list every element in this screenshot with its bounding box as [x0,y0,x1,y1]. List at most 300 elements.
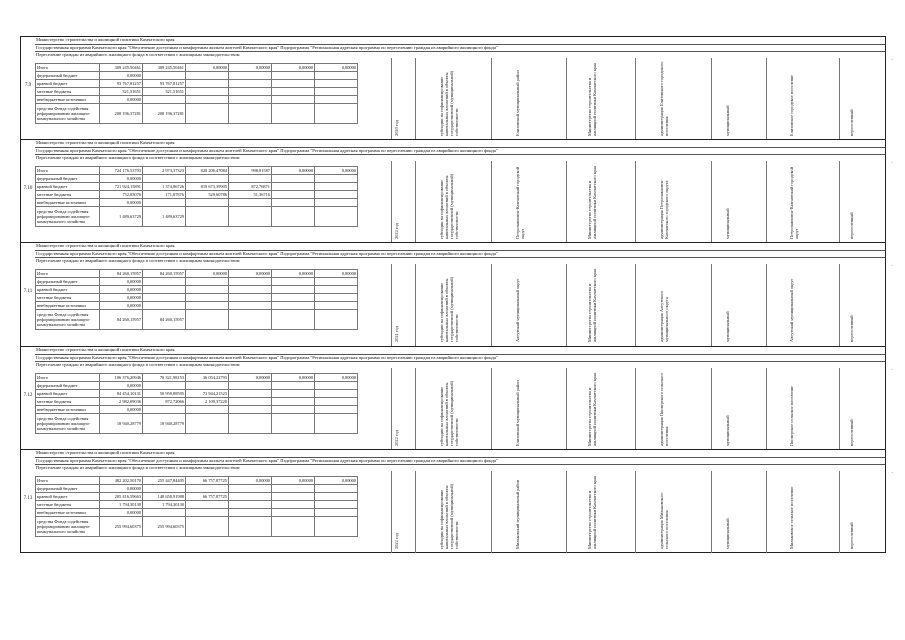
table-row [36,476,358,484]
column-text: Елизовский муниципальный район [514,379,520,446]
amount-cell: 66 757,87725 [186,492,229,500]
program-section [20,449,893,553]
amount-cell [315,183,358,191]
section-subtitle: Переселение граждан из аварийного жилищного фонда в соответствии с жилищным законодательством [35,361,885,368]
year-label: 2020 год [394,120,399,136]
amount-cell: 1 794,30130 [143,500,186,508]
amount-cell: 84 260,15957 [143,270,186,278]
column-divider [391,264,392,346]
amount-cell [229,96,272,104]
column-divider [391,471,392,553]
column-text: Министерство строительства и жилищной политики Камчатского края [586,62,597,136]
table-row [36,381,358,389]
amount-cell [186,310,229,330]
amount-cell: 0,00000 [272,373,315,381]
table-row [36,104,358,124]
amount-cell [315,72,358,80]
amount-cell: 0,00000 [100,294,143,302]
amount-cell [315,88,358,96]
funding-source-label: краевой бюджет [36,389,100,397]
column-text: субсидии на софинансирование капитальных вложений в объекты государственной (муниципальной) собственности [439,174,459,240]
amount-cell [272,104,315,124]
table-row [36,389,358,397]
table-row [36,286,358,294]
amount-cell [272,96,315,104]
amount-cell: 1 489,63729 [143,207,186,227]
amount-cell [186,302,229,310]
section-subtitle: Переселение граждан из аварийного жилищного фонда в соответствии с жилищным законодательством [35,154,885,161]
table-row [36,413,358,433]
column-divider [491,368,492,450]
row-number: 7.12 [23,392,33,398]
table-row [36,88,358,96]
funding-table [35,63,358,124]
amount-cell [272,397,315,405]
amount-cell [186,207,229,227]
amount-cell: 1 794,30130 [100,500,143,508]
amount-cell [315,175,358,183]
amount-cell: 255 994,60375 [143,516,186,536]
section-ministry: Министерство строительства и жилищной политики Камчатского края [36,243,175,249]
column-divider [415,471,416,553]
amount-cell [229,310,272,330]
amount-cell [186,286,229,294]
funding-source-label: краевой бюджет [36,80,100,88]
column-divider [491,58,492,140]
column-text: администрация Мильковского сельского поселения [659,492,669,549]
amount-cell [186,516,229,536]
column-text: субсидии на софинансирование капитальных вложений в объекты государственной (муниципальной) собственности [439,380,459,446]
amount-cell [229,500,272,508]
column-divider [711,471,712,553]
amount-cell [315,294,358,302]
column-divider [766,264,767,346]
amount-cell [272,191,315,199]
funding-source-label: Итого [36,167,100,175]
funding-source-label: средства Фонда содействия реформированию жилищно-коммунального хозяйства [36,310,100,330]
amount-cell [272,310,315,330]
funding-source-label: местные бюджеты [36,294,100,302]
amount-cell: 208 196,37281 [143,104,186,124]
amount-cell: 309 245,50461 [143,64,186,72]
table-row [36,80,358,88]
amount-cell: 50 959,88595 [143,389,186,397]
column-text: переселенный [849,418,854,446]
column-divider [391,161,392,243]
amount-cell: 148 658,91988 [143,492,186,500]
amount-cell: 255 447,84405 [143,476,186,484]
amount-cell [272,175,315,183]
amount-cell [315,500,358,508]
amount-cell: 0,00000 [186,270,229,278]
amount-cell [272,405,315,413]
amount-cell [229,199,272,207]
table-row [36,302,358,310]
amount-cell [186,278,229,286]
amount-cell [186,413,229,433]
section-ministry: Министерство строительства и жилищной политики Камчатского края [36,449,175,455]
column-text: администрация Петропавловск-Камчатского городского округа [659,179,669,240]
amount-cell: 0,00000 [315,270,358,278]
column-divider [839,161,840,243]
amount-cell: 0,00000 [100,175,143,183]
amount-cell: 106 376,20946 [100,373,143,381]
section-program: Государственная программа Камчатского края "Обеспечение доступным и комфортным жильем жителей Камчатского края" Подпрограмма "Региональная адресная программа по переселению граждан из аварийного жилищного фонда" [35,457,885,464]
column-divider [711,264,712,346]
column-divider [839,471,840,553]
table-row [36,310,358,330]
funding-source-label: внебюджетные источники [36,302,100,310]
amount-cell [315,405,358,413]
amount-cell: 820 206,47084 [186,167,229,175]
amount-cell: 0,00000 [100,508,143,516]
amount-cell: 0,00000 [100,199,143,207]
column-divider [635,58,636,140]
edge-mark: - [891,263,893,269]
amount-cell [315,492,358,500]
funding-source-label: местные бюджеты [36,191,100,199]
amount-cell [272,72,315,80]
column-text: переселенный [849,522,854,549]
program-section [20,139,893,243]
column-divider [711,161,712,243]
amount-cell [186,500,229,508]
funding-source-label: Итого [36,476,100,484]
amount-cell [272,500,315,508]
column-text: администрация Елизовского городского поселения [659,61,669,136]
column-divider [491,471,492,553]
column-divider [391,368,392,450]
section-subtitle: Переселение граждан из аварийного жилищного фонда в соответствии с жилищным законодательством [35,464,885,471]
amount-cell [229,413,272,433]
amount-cell [229,88,272,96]
funding-source-label: краевой бюджет [36,492,100,500]
amount-cell: 0,00000 [100,381,143,389]
amount-cell [186,381,229,389]
amount-cell: 482 202,50170 [100,476,143,484]
section-program: Государственная программа Камчатского края "Обеспечение доступным и комфортным жильем жителей Камчатского края" Подпрограмма "Региональная адресная программа по переселению граждан из аварийного жилищного фонда" [35,147,885,154]
amount-cell: 0,00000 [315,476,358,484]
column-divider [635,264,636,346]
column-text: Мильковское сельское поселение [788,486,794,549]
section-program: Государственная программа Камчатского края "Обеспечение доступным и комфортным жильем жителей Камчатского края" Подпрограмма "Региональная адресная программа по переселению граждан из аварийного жилищного фонда" [35,44,885,51]
amount-cell [272,508,315,516]
column-divider [766,368,767,450]
funding-source-label: внебюджетные источники [36,405,100,413]
amount-cell: 1 374,86726 [143,183,186,191]
amount-cell [272,413,315,433]
document-sheet [20,36,893,552]
funding-source-label: внебюджетные источники [36,508,100,516]
amount-cell: 2 109,37220 [186,397,229,405]
funding-source-label: местные бюджеты [36,500,100,508]
table-row [36,397,358,405]
column-text: Петропавловск-Камчатский городской округ [788,167,799,240]
amount-cell: 321,51651 [100,88,143,96]
amount-cell: 0,00000 [315,373,358,381]
amount-cell [186,72,229,80]
column-text: Мильковский муниципальный район [514,479,520,549]
column-divider [766,161,767,243]
amount-cell [229,508,272,516]
amount-cell [143,381,186,389]
column-text: муниципальный [724,311,730,343]
amount-cell [186,88,229,96]
section-subtitle: Переселение граждан из аварийного жилищного фонда в соответствии с жилищным законодательством [35,257,885,264]
amount-cell [315,397,358,405]
funding-source-label: федеральный бюджет [36,72,100,80]
amount-cell: 255 994,60375 [100,516,143,536]
column-divider [635,161,636,243]
amount-cell [272,492,315,500]
funding-source-label: Итого [36,373,100,381]
amount-cell: 0,00000 [315,167,358,175]
amount-cell: 36 054,22793 [186,373,229,381]
funding-source-label: средства Фонда содействия реформированию жилищно-коммунального хозяйства [36,207,100,227]
column-text: Министерство строительства и жилищной политики Камчатского края [586,269,597,343]
amount-cell: 321,51651 [143,88,186,96]
amount-cell [315,191,358,199]
table-row [36,405,358,413]
amount-cell [315,104,358,124]
table-row [36,167,358,175]
amount-cell: 872,72066 [143,397,186,405]
column-text: муниципальный [724,415,730,446]
column-divider [839,368,840,450]
column-divider [415,58,416,140]
funding-source-label: федеральный бюджет [36,278,100,286]
column-text: администрация Алеутского муниципального округа [659,291,669,343]
amount-cell: 0,00000 [229,373,272,381]
amount-cell [272,516,315,536]
edge-mark: - [891,366,893,372]
column-text: переселенный [849,315,854,343]
column-divider [566,161,567,243]
amount-cell: 18 940,28779 [100,413,143,433]
table-row [36,516,358,536]
amount-cell [186,80,229,88]
column-text: Алеутский муниципальный округ [514,279,520,343]
amount-cell [229,286,272,294]
table-row [36,484,358,492]
funding-table [35,476,358,537]
amount-cell [315,302,358,310]
column-text: субсидии на софинансирование капитальных вложений в объекты государственной (муниципальной) собственности [439,277,459,343]
amount-cell [272,389,315,397]
column-divider [391,58,392,140]
amount-cell: 752,85076 [100,191,143,199]
funding-source-label: средства Фонда содействия реформированию жилищно-коммунального хозяйства [36,104,100,124]
section-program: Государственная программа Камчатского края "Обеспечение доступным и комфортным жильем жителей Камчатского края" Подпрограмма "Региональная адресная программа по переселению граждан из аварийного жилищного фонда" [35,354,885,361]
column-text: субсидии на софинансирование капитальных вложений в объекты государственной (муниципальной) собственности [439,70,459,136]
funding-source-label: средства Фонда содействия реформированию жилищно-коммунального хозяйства [36,516,100,536]
column-divider [766,58,767,140]
column-text: Министерство строительства и жилищной политики Камчатского края [586,372,597,446]
amount-cell [229,381,272,389]
amount-cell: 872,76871 [229,183,272,191]
table-row [36,96,358,104]
amount-cell [315,207,358,227]
table-row [36,175,358,183]
amount-cell [229,207,272,227]
amount-cell [315,96,358,104]
column-divider [415,264,416,346]
column-text: Елизовское городское поселение [788,74,794,136]
table-row [36,294,358,302]
amount-cell [315,80,358,88]
amount-cell [229,72,272,80]
column-divider [566,471,567,553]
funding-source-label: федеральный бюджет [36,381,100,389]
funding-source-label: местные бюджеты [36,397,100,405]
column-text: субсидии на софинансирование капитальных вложений в объекты государственной (муниципальной) собственности [439,483,459,549]
section-ministry: Министерство строительства и жилищной политики Камчатского края [36,346,175,352]
row-number: 7.9 [24,83,32,88]
amount-cell [229,175,272,183]
table-row [36,500,358,508]
amount-cell [229,80,272,88]
amount-cell [315,278,358,286]
amount-cell [143,508,186,516]
amount-cell: 0,00000 [229,476,272,484]
amount-cell [272,183,315,191]
funding-source-label: местные бюджеты [36,88,100,96]
amount-cell: 0,00000 [272,476,315,484]
year-label: 2022 год [394,429,399,446]
column-divider [566,58,567,140]
amount-cell: 724 176,53703 [100,167,143,175]
amount-cell [272,199,315,207]
amount-cell: 309 245,50461 [100,64,143,72]
year-label: 2022 год [394,223,399,240]
amount-cell [272,294,315,302]
column-text: Елизовский муниципальный район [514,70,520,136]
column-text: переселенный [849,109,854,136]
amount-cell [272,80,315,88]
amount-cell: 70 321,98153 [143,373,186,381]
amount-cell [315,516,358,536]
table-row [36,270,358,278]
edge-mark: - [891,160,893,166]
amount-cell [315,199,358,207]
funding-table [35,269,358,330]
column-divider [635,368,636,450]
table-row [36,72,358,80]
table-row [36,199,358,207]
amount-cell: 84 260,15957 [100,270,143,278]
column-divider [491,264,492,346]
section-program: Государственная программа Камчатского края "Обеспечение доступным и комфортным жильем жителей Камчатского края" Подпрограмма "Региональная адресная программа по переселению граждан из аварийного жилищного фонда" [35,250,885,257]
amount-cell [186,484,229,492]
year-label: 2022 год [394,532,399,549]
amount-cell [143,175,186,183]
table-row [36,183,358,191]
amount-cell [229,484,272,492]
amount-cell [186,508,229,516]
amount-cell: 73 944,21523 [186,389,229,397]
amount-cell [272,88,315,96]
amount-cell [315,484,358,492]
amount-cell: 0,00000 [229,270,272,278]
table-row [36,508,358,516]
edge-mark: - [891,57,893,62]
amount-cell: 2 973,37323 [143,167,186,175]
amount-cell [186,199,229,207]
funding-source-label: внебюджетные источники [36,96,100,104]
amount-cell: 0,00000 [100,96,143,104]
year-label: 2021 год [394,326,399,343]
funding-source-label: федеральный бюджет [36,175,100,183]
row-number: 7.11 [23,289,33,295]
column-text: Министерство строительства и жилищной политики Камчатского края [586,166,597,240]
amount-cell [229,104,272,124]
amount-cell: 0,00000 [100,484,143,492]
table-row [36,278,358,286]
amount-cell [143,96,186,104]
amount-cell: 84 260,15957 [100,310,143,330]
amount-cell [272,484,315,492]
funding-source-label: внебюджетные источники [36,199,100,207]
table-row [36,373,358,381]
edge-mark: - [891,469,893,475]
table-row [36,64,358,72]
program-section [20,346,893,450]
amount-cell [143,484,186,492]
amount-cell [315,508,358,516]
amount-cell: 0,00000 [272,270,315,278]
amount-cell [143,72,186,80]
column-text: Петропавловск-Камчатский городской округ [514,167,525,240]
column-divider [415,161,416,243]
amount-cell [315,286,358,294]
funding-table [35,166,358,227]
amount-cell [272,286,315,294]
column-text: муниципальный [724,105,730,136]
funding-source-label: краевой бюджет [36,183,100,191]
row-number: 7.13 [23,495,33,501]
amount-cell [143,302,186,310]
amount-cell [315,381,358,389]
amount-cell: 208 196,37281 [100,104,143,124]
amount-cell: 205 416,59663 [100,492,143,500]
table-row [36,191,358,199]
amount-cell: 0,00000 [229,64,272,72]
amount-cell [272,381,315,389]
amount-cell: 84 454,10131 [100,389,143,397]
amount-cell [186,96,229,104]
amount-cell [272,207,315,227]
row-number: 7.10 [23,186,33,192]
amount-cell: 721 924,15891 [100,183,143,191]
amount-cell [315,413,358,433]
amount-cell [229,405,272,413]
column-divider [839,264,840,346]
amount-cell [143,278,186,286]
amount-cell [272,302,315,310]
column-text: Пионерское сельское поселение [788,385,794,446]
table-row [36,492,358,500]
amount-cell: 0,00000 [272,167,315,175]
amount-cell: 0,00000 [315,64,358,72]
amount-cell: 1 489,63729 [100,207,143,227]
column-divider [711,58,712,140]
column-divider [566,368,567,450]
column-divider [415,368,416,450]
amount-cell [229,389,272,397]
amount-cell [143,286,186,294]
section-ministry: Министерство строительства и жилищной политики Камчатского края [36,37,175,42]
amount-cell [229,516,272,536]
